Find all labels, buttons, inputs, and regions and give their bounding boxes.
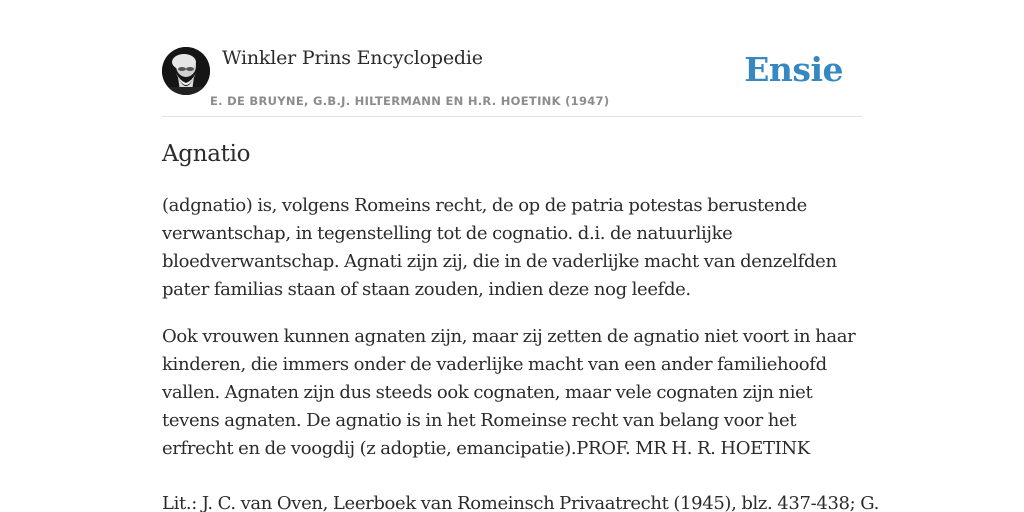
ensie-logo[interactable]: Ensie xyxy=(744,50,843,89)
portrait-avatar-icon xyxy=(162,47,210,95)
article-title: Agnatio xyxy=(162,141,251,167)
page-container xyxy=(162,0,879,512)
portrait-image xyxy=(162,47,210,95)
authors-byline: E. DE BRUYNE, G.B.J. HILTERMANN EN H.R. HOETINK (1947) xyxy=(210,94,610,108)
site-title[interactable]: Winkler Prins Encyclopedie xyxy=(222,47,483,69)
article-paragraph-2: Ook vrouwen kunnen agnaten zijn, maar zij zetten de agnatio niet voort in haar kinderen, die immers onder de vaderlijke macht van een ander familiehoofd vallen. Agnaten zijn dus steeds ook cognaten, maar vele cognaten zijn niet tevens agnaten. De agnatio is in het Romeinse recht van belang voor het erfrecht en de voogdij (z adoptie, emancipatie).PROF. MR H. R. HOETINK xyxy=(162,326,856,459)
literature-paragraph: Lit.: J. C. van Oven, Leerboek van Romeinsch Privaatrecht (1945), blz. 437-438; G. xyxy=(162,493,879,512)
article-paragraph-1: (adgnatio) is, volgens Romeins recht, de op de patria potestas berustende verwantschap, in tegenstelling tot de cognatio. d.i. de natuurlijke bloedverwantschap. Agnati zijn zij, die in de vaderlijke macht van denzelfden pater familias staan of staan zouden, indien deze nog leefde. xyxy=(162,195,837,300)
site-header xyxy=(162,40,862,117)
